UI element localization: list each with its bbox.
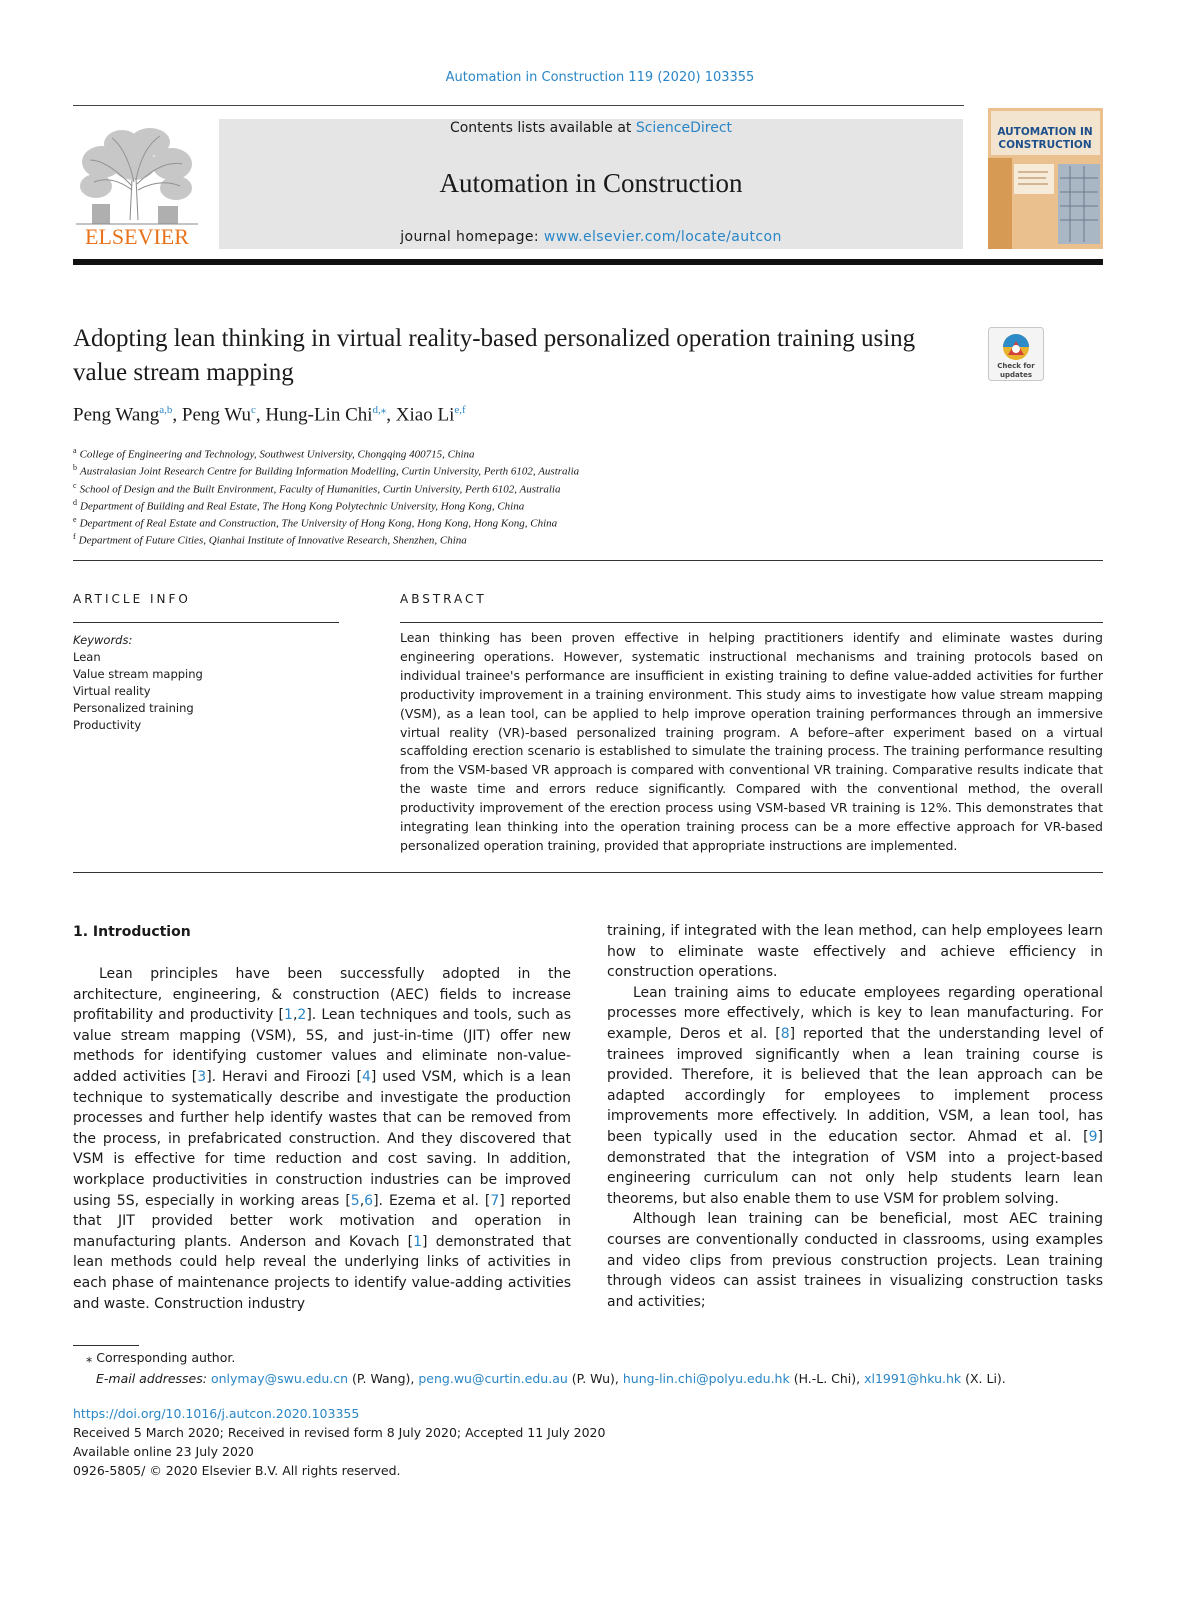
affiliation-item — [73, 442, 773, 459]
check-for-updates-badge[interactable] — [988, 327, 1044, 381]
homepage-prefix: journal homepage: — [400, 229, 544, 245]
paragraph: Although lean training can be beneficial, most AEC training courses are conventionally conducted in classrooms, using examples and video clips from previous construction projects. Lean training through videos can assist trainees in visualizing construction tasks and activities; — [607, 1211, 1103, 1310]
email-link[interactable]: peng.wu@curtin.edu.au — [418, 1371, 568, 1386]
paragraph-text: ] demonstrated that the integration of VSM into a project-based engineering curriculum can not only help students learn lean theorems, but also enable them to use VSM for problem solving. — [607, 1128, 1103, 1207]
journal-homepage-link[interactable]: www.elsevier.com/locate/autcon — [543, 229, 782, 245]
badge-text-line2: updates — [1000, 371, 1032, 379]
citation-link[interactable]: 2 — [297, 1007, 307, 1024]
keyword-item: Personalized training — [73, 701, 194, 715]
sciencedirect-link[interactable]: ScienceDirect — [635, 120, 733, 136]
affiliation-text: Department of Building and Real Estate, The Hong Kong Polytechnic University, Hong Kong, China — [80, 500, 525, 513]
affiliation-mark: a — [73, 446, 77, 455]
paragraph-text: ] reported that the understanding level of trainees improved significantly when a lean training course is provided. Therefore, it is believed that the lean approach can be adapted accordingly for employees to implement process improvements more effectively. In addition, VSM, a lean tool, has been typically used in the education sector. Ahmad et al. [ — [607, 1025, 1104, 1145]
abstract-bottom-rule — [73, 872, 1103, 873]
affiliation-text: Department of Future Cities, Qianhai Institute of Innovative Research, Shenzhen, China — [78, 535, 467, 548]
email-link[interactable]: onlymay@swu.edu.cn — [210, 1371, 349, 1386]
paragraph-text: ]. Ezema et al. [ — [373, 1192, 491, 1209]
affiliation-item — [73, 511, 773, 528]
affiliation-mark: c — [73, 480, 77, 490]
copyright: 0926-5805/ © 2020 Elsevier B.V. All rights reserved. — [73, 1463, 401, 1478]
corresponding-author-note: ⁎ Corresponding author. — [86, 1350, 236, 1365]
citation-link[interactable]: 8 — [780, 1025, 790, 1042]
received-dates: Received 5 March 2020; Received in revised form 8 July 2020; Accepted 11 July 2020 — [73, 1425, 606, 1440]
available-online: Available online 23 July 2020 — [73, 1444, 254, 1459]
elsevier-tree-icon — [72, 120, 202, 248]
author-name[interactable]: Hung-Lin Chi — [265, 404, 373, 426]
abstract-text: Lean thinking has been proven effective in helping practitioners identify and eliminate wastes during engineering operations. However, systematic instructional mechanisms and training protocols based on individual trainee's performance are insufficient in existing training to define value-added activities for further productivity improvement in a training environment. This study aims to investigate how value stream mapping (VSM), as a lean tool, can be applied to help improve operation training performances through an immersive virtual reality (VR)-based personalized training program. A before–after experiment based on a virtual scaffolding erection scenario is established to simulate the training process. The training performance resulting from the VSM-based VR approach is compared with conventional VR training. Comparative results indicate that the waste time and errors reduce significantly. Compared with the conventional method, the overall productivity improvement of the erection process using VSM-based VR training is 12%. This demonstrates that integrating lean thinking into the operation training process can be a more effective approach for VR-based personalized operation training, provided that appropriate instructions are implemented. — [400, 630, 1103, 853]
paragraph — [73, 964, 571, 1314]
citation-link[interactable]: 9 — [1088, 1128, 1098, 1145]
keywords-block — [73, 632, 333, 734]
author-affiliation-marks[interactable]: d,⁎ — [372, 404, 387, 416]
affiliation-text: Australasian Joint Research Centre for Building Information Modelling, Curtin University, Perth 6102, Australia — [80, 465, 580, 478]
journal-cover-image — [988, 108, 1103, 249]
email-separator: , — [856, 1371, 865, 1386]
elsevier-wordmark: ELSEVIER — [85, 224, 189, 248]
paragraph-text: ] reported that JIT provided better work motivation and operation in manufacturing plants. Anderson and Kovach [ — [73, 1192, 571, 1250]
author-affiliation-marks[interactable]: e,f — [454, 404, 466, 416]
keyword-item: Productivity — [73, 718, 142, 732]
doi-link[interactable]: https://doi.org/10.1016/j.autcon.2020.103355 — [73, 1406, 360, 1421]
affiliation-list — [73, 442, 773, 546]
body-column-left — [73, 964, 571, 1314]
email-addresses — [96, 1371, 1006, 1386]
journal-cover-thumbnail[interactable] — [988, 108, 1103, 249]
introduction-heading: 1. Introduction — [73, 924, 191, 940]
author-list — [73, 403, 466, 426]
header-thick-rule — [73, 259, 1103, 265]
badge-text-line1: Check for — [997, 362, 1035, 370]
affiliation-text: Department of Real Estate and Construction, The University of Hong Kong, Hong Kong, Hong Kong, China — [79, 517, 558, 530]
paragraph-text: ]. Lean techniques and tools, such as value stream mapping (VSM), 5S, and just-in-time (JIT) offer new methods for identifying customer values and eliminate non-value-added activities [ — [73, 1007, 571, 1085]
email-label: E-mail addresses: — [96, 1371, 207, 1386]
cover-title-line1: AUTOMATION IN — [997, 126, 1093, 138]
affiliation-text: School of Design and the Built Environment, Faculty of Humanities, Curtin University, Perth 6102, Australia — [79, 483, 561, 496]
cover-title-line2: CONSTRUCTION — [998, 139, 1092, 151]
paragraph-continued: training, if integrated with the lean method, can help employees learn how to eliminate waste effectively and achieve efficiency in construction operations. — [607, 923, 1103, 981]
journal-reference-link[interactable]: Automation in Construction 119 (2020) 103355 — [445, 70, 755, 85]
affiliation-item — [73, 528, 773, 548]
affiliation-mark: e — [73, 515, 77, 525]
abstract-heading: ABSTRACT — [400, 592, 487, 606]
author-name[interactable]: Peng Wu — [181, 404, 251, 426]
keyword-item: Value stream mapping — [73, 667, 203, 681]
email-link[interactable]: xl1991@hku.hk — [864, 1371, 962, 1386]
citation-link[interactable]: 3 — [197, 1068, 207, 1085]
citation-link[interactable]: 7 — [490, 1192, 500, 1209]
paragraph — [607, 983, 1103, 1210]
email-list — [211, 1371, 1006, 1386]
affiliation-rule — [73, 560, 1103, 561]
affiliation-mark: f — [73, 532, 76, 542]
author-separator: , — [386, 404, 396, 426]
citation-link[interactable]: 1 — [284, 1007, 293, 1024]
homepage-line — [219, 229, 963, 245]
author-separator: , — [255, 404, 266, 426]
paragraph-text: Lean training aims to educate employees regarding operational processes more effectively, which is key to lean manufacturing. For example, Deros et al. [ — [607, 984, 1103, 1042]
paragraph-text: Lean principles have been successfully adopted in the architecture, engineering, & construction (AEC) fields to increase profitability and productivity [ — [73, 966, 571, 1024]
email-owner: (P. Wu) — [567, 1371, 615, 1386]
author-affiliation-marks[interactable]: c — [251, 404, 256, 416]
author-separator: , — [172, 404, 182, 426]
abstract-rule — [400, 622, 1103, 623]
email-owner: (X. Li). — [961, 1371, 1006, 1386]
email-link[interactable]: hung-lin.chi@polyu.edu.hk — [622, 1371, 790, 1386]
paragraph-text: , — [359, 1192, 365, 1209]
paragraph-text: ]. Heravi and Firoozi [ — [206, 1068, 362, 1085]
keyword-item: Lean — [73, 650, 101, 664]
citation-link[interactable]: 4 — [361, 1068, 371, 1085]
body-column-right — [607, 921, 1103, 1312]
elsevier-logo[interactable] — [72, 120, 202, 248]
article-info-heading: ARTICLE INFO — [73, 592, 191, 606]
email-owner: (H.-L. Chi) — [789, 1371, 857, 1386]
paragraph-text: , — [292, 1007, 298, 1024]
article-info-rule — [73, 622, 339, 623]
journal-title: Automation in Construction — [439, 168, 743, 198]
publication-info — [73, 1404, 605, 1480]
author-name[interactable]: Peng Wang — [73, 404, 160, 426]
footnote-rule — [73, 1345, 139, 1346]
affiliation-item — [73, 494, 773, 511]
affiliation-text: College of Engineering and Technology, Southwest University, Chongqing 400715, China — [79, 448, 475, 461]
check-for-updates-icon — [988, 327, 1044, 381]
affiliation-item — [73, 477, 773, 494]
keywords-label: Keywords: — [73, 633, 133, 647]
affiliation-mark: d — [73, 497, 77, 507]
affiliation-mark: b — [73, 463, 77, 473]
citation-link[interactable]: 6 — [364, 1192, 374, 1209]
paragraph-text: ] used VSM, which is a lean technique to systematically describe and investigate the production processes and further help identify wastes that can be removed from the process, in prefabricated construction. And they discovered that VSM is effective for time reduction and cost saving. In addition, workplace productivities in construction industries can be improved using 5S, especially in working areas [ — [73, 1068, 571, 1209]
keyword-item: Virtual reality — [73, 684, 151, 698]
author-name[interactable]: Xiao Li — [395, 404, 455, 426]
citation-link[interactable]: 1 — [413, 1233, 423, 1250]
affiliation-item — [73, 459, 773, 476]
email-owner: (P. Wang) — [348, 1371, 411, 1386]
header-top-rule — [73, 105, 964, 106]
email-separator: , — [614, 1371, 623, 1386]
contents-line — [219, 120, 963, 136]
citation-link[interactable]: 5 — [350, 1192, 360, 1209]
paragraph-text: ] demonstrated that lean methods could help reveal the underlying links of activities in each phase of maintenance projects to identify value-adding activities and waste. Construction industry — [73, 1233, 571, 1312]
article-title: Adopting lean thinking in virtual reality-based personalized operation training using value stream mapping — [73, 325, 916, 386]
email-separator: , — [410, 1371, 419, 1386]
contents-prefix: Contents lists available at — [449, 120, 636, 136]
author-affiliation-marks[interactable]: a,b — [159, 404, 173, 416]
